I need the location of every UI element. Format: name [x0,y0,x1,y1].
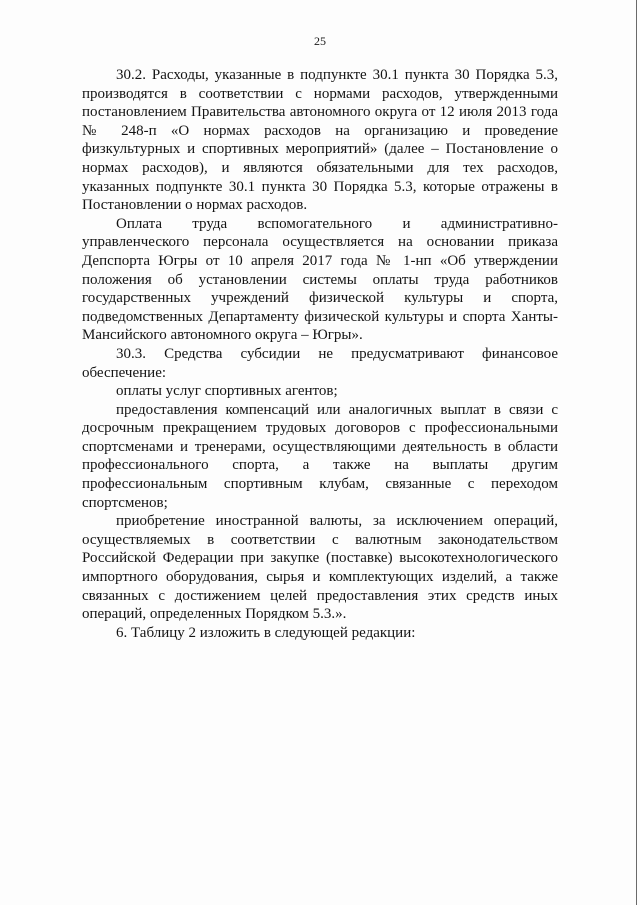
paragraph-compensations: предоставления компенсаций или аналогичных выплат в связи с досрочным прекращением трудовых договоров с профессиональными спортсменами и тренерами, осуществляющими деятельность в области профессионального спорта, а также на выплаты другим профессиональным спортивным клубам, связанные с переходом спортсменов; [82,401,558,511]
paragraph-30-2: 30.2. Расходы, указанные в подпункте 30.1 пункта 30 Порядка 5.3, производятся в соответствии с нормами расходов, утвержденными постановлением Правительства автономного округа от 12 июля 2013 года № 248-п «О нормах расходов на организацию и проведение физкультурных и спортивных мероприятий» (далее – Постановление о нормах расходов), и являются обязательными для тех расходов, указанных подпункте 30.1 пункта 30 Порядка 5.3, которые отражены в Постановлении о нормах расходов. [82,67,558,214]
paragraph-remuneration: Оплата труда вспомогательного и административно-управленческого персонала осуществляется на основании приказа Депспорта Югры от 10 апреля 2017 года № 1-нп «Об утверждении положения об установлении системы оплаты труда работников государственных учреждений физической культуры и спорта, подведомственных Департаменту физической культуры и спорта Ханты-Мансийского автономного округа – Югры». [82,215,558,344]
paragraph-currency: приобретение иностранной валюты, за исключением операций, осуществляемых в соответствии с валютным законодательством Российской Федерации при закупке (поставке) высокотехнологического импортного оборудования, сырья и комплектующих изделий, а также связанных с достижением целей предоставления этих средств иных операций, определенных Порядком 5.3.». [82,513,558,623]
paragraph-table-2: 6. Таблицу 2 изложить в следующей редакции: [116,624,416,641]
paragraph-agents: оплаты услуг спортивных агентов; [116,383,338,400]
page-number: 25 [314,34,326,48]
page-edge-line [636,0,637,905]
paragraph-30-3: 30.3. Средства субсидии не предусматривают финансовое обеспечение: [82,345,558,381]
document-body [82,66,558,642]
